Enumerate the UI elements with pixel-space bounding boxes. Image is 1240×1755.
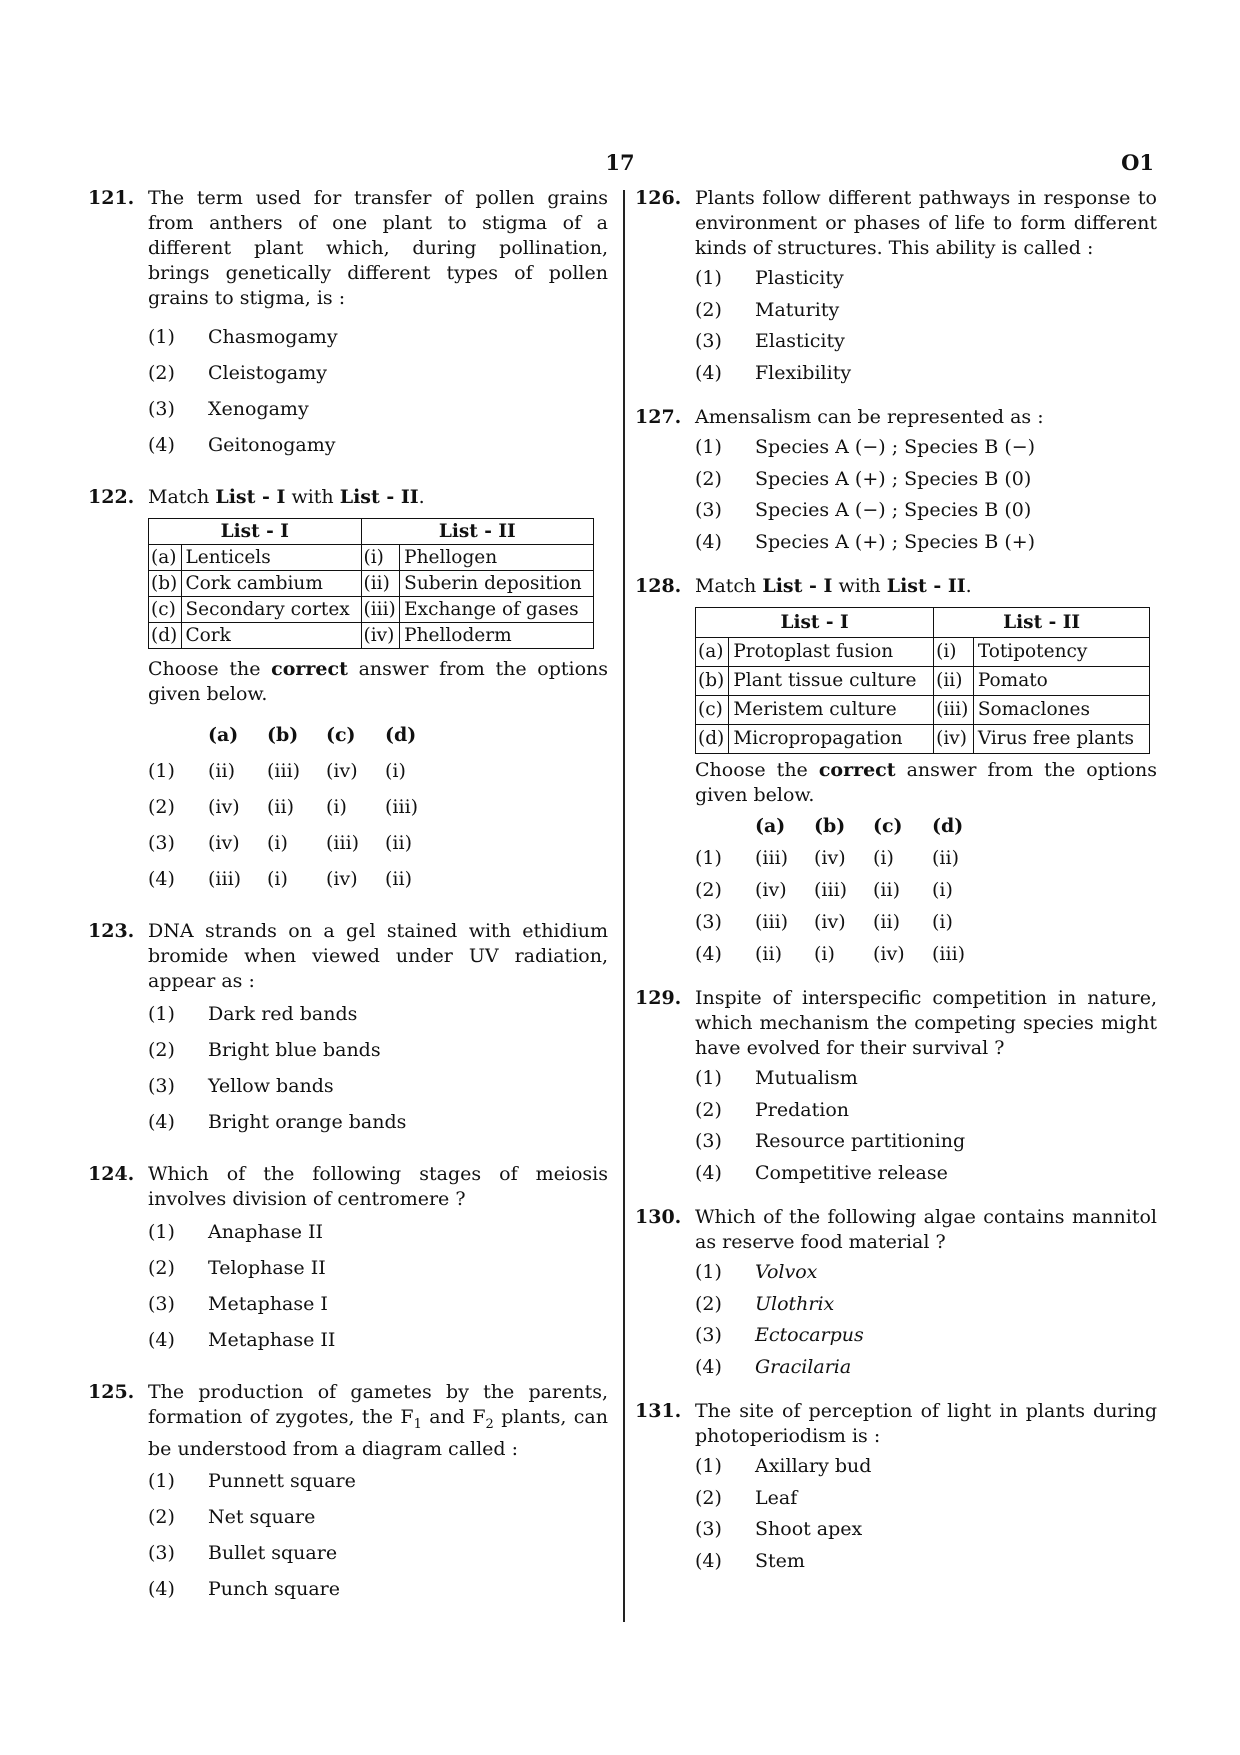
option-2[interactable]: (2) Leaf [695, 1486, 798, 1509]
choose-instruction: Choose the correct answer from the options given below. [695, 759, 1157, 806]
option-2[interactable]: (2) Species A (+) ; Species B (0) [695, 467, 1032, 490]
option-4[interactable]: (4) Bright orange bands [148, 1110, 407, 1133]
option-1[interactable]: (1) Punnett square [148, 1470, 356, 1493]
question-number: 125. [88, 1381, 135, 1403]
option-text: Cleistogamy [208, 361, 328, 384]
question-text: Match List - I with List - II. [695, 575, 972, 597]
option-1[interactable]: (1) Volvox [695, 1261, 818, 1284]
option-number: (4) [148, 433, 175, 456]
option-2[interactable]: (2) (iv) (ii) (i) (iii) [148, 795, 419, 818]
question-124 [88, 1162, 608, 1358]
option-3[interactable]: (3) Resource partitioning [695, 1130, 966, 1153]
option-4[interactable] [148, 427, 608, 463]
match-table [695, 607, 1150, 754]
question-number: 129. [635, 987, 682, 1009]
option-2[interactable]: (2) Maturity [695, 298, 840, 321]
option-3[interactable]: (3) Ectocarpus [695, 1324, 864, 1347]
option-4[interactable]: (4) Flexibility [695, 361, 852, 384]
option-text: Geitonogamy [208, 433, 336, 456]
question-121 [88, 186, 608, 463]
question-131 [635, 1399, 1157, 1577]
option-3[interactable]: (3) Bullet square [148, 1542, 338, 1565]
question-text: Match List - I with List - II. [148, 486, 425, 508]
option-4[interactable]: (4) (iii) (i) (iv) (ii) [148, 867, 412, 890]
option-2[interactable]: (2) Bright blue bands [148, 1038, 381, 1061]
answer-grid: (a) (b) (c) (d) (1) (ii) (iii) (iv) (i) (2) (iv) (ii) (i) (iii) (3) (iv) (i) (iii) (ii) (4) (iii) (i) (iv) (ii) [148, 717, 608, 897]
option-3[interactable]: (3) (iv) (i) (iii) (ii) [148, 831, 412, 854]
question-125 [88, 1380, 608, 1608]
left-column [88, 186, 608, 1608]
question-128 [635, 574, 1157, 970]
table-row: (b) Plant tissue culture (ii) Pomato [696, 667, 1150, 696]
table-row: (b) Cork cambium (ii) Suberin deposition [149, 571, 594, 597]
question-122 [88, 485, 608, 897]
question-text: Amensalism can be represented as : [695, 406, 1044, 428]
question-text: Inspite of interspecific competition in nature, which mechanism the competing species might have evolved for their survival ? [695, 987, 1157, 1059]
option-number: (2) [148, 361, 175, 384]
option-2[interactable] [148, 355, 608, 391]
question-127 [635, 405, 1157, 558]
question-number: 121. [88, 187, 135, 209]
question-number: 128. [635, 575, 682, 597]
table-row: (c) Secondary cortex (iii) Exchange of gases [149, 597, 594, 623]
question-number: 126. [635, 187, 682, 209]
option-4[interactable]: (4) Punch square [148, 1578, 340, 1601]
option-3[interactable]: (3) Shoot apex [695, 1518, 863, 1541]
page-number: 17 [605, 150, 635, 175]
question-number: 123. [88, 920, 135, 942]
question-text: Which of the following stages of meiosis involves division of centromere ? [148, 1163, 608, 1210]
question-number: 122. [88, 486, 135, 508]
table-header: List - I [696, 608, 934, 638]
option-3[interactable]: (3) Yellow bands [148, 1074, 334, 1097]
option-2[interactable]: (2) (iv) (iii) (ii) (i) [695, 878, 953, 901]
table-header: List - II [361, 519, 593, 545]
question-text: The site of perception of light in plants during photoperiodism is : [695, 1400, 1157, 1447]
question-number: 127. [635, 406, 682, 428]
option-text: Xenogamy [208, 397, 309, 420]
option-2[interactable]: (2) Telophase II [148, 1256, 326, 1279]
option-2[interactable]: (2) Net square [148, 1506, 316, 1529]
option-1[interactable]: (1) Dark red bands [148, 1002, 358, 1025]
table-row: (d) Micropropagation (iv) Virus free plants [696, 725, 1150, 754]
question-number: 130. [635, 1206, 682, 1228]
question-text: Which of the following algae contains mannitol as reserve food material ? [695, 1206, 1157, 1253]
question-text: The production of gametes by the parents, formation of zygotes, the $F_1$ and $F_2$ plants, can be understood from a diagram called : [148, 1381, 608, 1460]
option-1[interactable]: (1) (iii) (iv) (i) (ii) [695, 846, 959, 869]
option-number: (3) [148, 397, 175, 420]
table-row: (d) Cork (iv) Phelloderm [149, 623, 594, 649]
column-divider [623, 190, 625, 1622]
question-129 [635, 986, 1157, 1189]
option-4[interactable]: (4) Gracilaria [695, 1355, 852, 1378]
option-1[interactable] [148, 319, 608, 355]
option-4[interactable]: (4) Competitive release [695, 1161, 948, 1184]
option-number: (1) [148, 325, 175, 348]
option-1[interactable]: (1) Species A (−) ; Species B (−) [695, 436, 1036, 459]
option-3[interactable] [148, 391, 608, 427]
option-3[interactable]: (3) Elasticity [695, 330, 845, 353]
question-number: 131. [635, 1400, 682, 1422]
option-1[interactable]: (1) Plasticity [695, 267, 844, 290]
question-130 [635, 1205, 1157, 1383]
paper-code: O1 [1121, 150, 1154, 175]
question-126 [635, 186, 1157, 389]
option-3[interactable]: (3) Species A (−) ; Species B (0) [695, 499, 1032, 522]
option-text: Chasmogamy [208, 325, 338, 348]
question-number: 124. [88, 1163, 135, 1185]
answer-grid: (a) (b) (c) (d) (1) (iii) (iv) (i) (ii) (2) (iv) (iii) (ii) (i) (3) (iii) (iv) (ii) (i) (4) (ii) (i) (iv) (iii) [695, 810, 1157, 970]
question-text: Plants follow different pathways in response to environment or phases of life to form different kinds of structures. This ability is called : [695, 187, 1157, 259]
option-3[interactable]: (3) (iii) (iv) (ii) (i) [695, 910, 953, 933]
option-4[interactable]: (4) Species A (+) ; Species B (+) [695, 530, 1036, 553]
option-2[interactable]: (2) Ulothrix [695, 1292, 835, 1315]
match-table [148, 518, 594, 649]
option-4[interactable]: (4) (ii) (i) (iv) (iii) [695, 942, 966, 965]
option-4[interactable]: (4) Stem [695, 1549, 805, 1572]
option-4[interactable]: (4) Metaphase II [148, 1328, 336, 1351]
table-header: List - II [934, 608, 1150, 638]
table-row: (a) Protoplast fusion (i) Totipotency [696, 638, 1150, 667]
question-text: DNA strands on a gel stained with ethidium bromide when viewed under UV radiation, appear as : [148, 920, 608, 992]
table-row: (a) Lenticels (i) Phellogen [149, 545, 594, 571]
option-1[interactable]: (1) Anaphase II [148, 1220, 324, 1243]
table-row: (c) Meristem culture (iii) Somaclones [696, 696, 1150, 725]
option-1[interactable]: (1) (ii) (iii) (iv) (i) [148, 759, 406, 782]
choose-instruction: Choose the correct answer from the options given below. [148, 658, 608, 705]
option-2[interactable]: (2) Predation [695, 1098, 849, 1121]
option-3[interactable]: (3) Metaphase I [148, 1292, 328, 1315]
option-1[interactable]: (1) Axillary bud [695, 1455, 872, 1478]
option-1[interactable]: (1) Mutualism [695, 1067, 858, 1090]
question-123 [88, 919, 608, 1140]
table-header: List - I [149, 519, 362, 545]
right-column [635, 186, 1157, 1577]
question-text: The term used for transfer of pollen grains from anthers of one plant to stigma of a different plant which, during pollination, brings genetically different types of pollen grains to stigma, is : [148, 187, 608, 309]
